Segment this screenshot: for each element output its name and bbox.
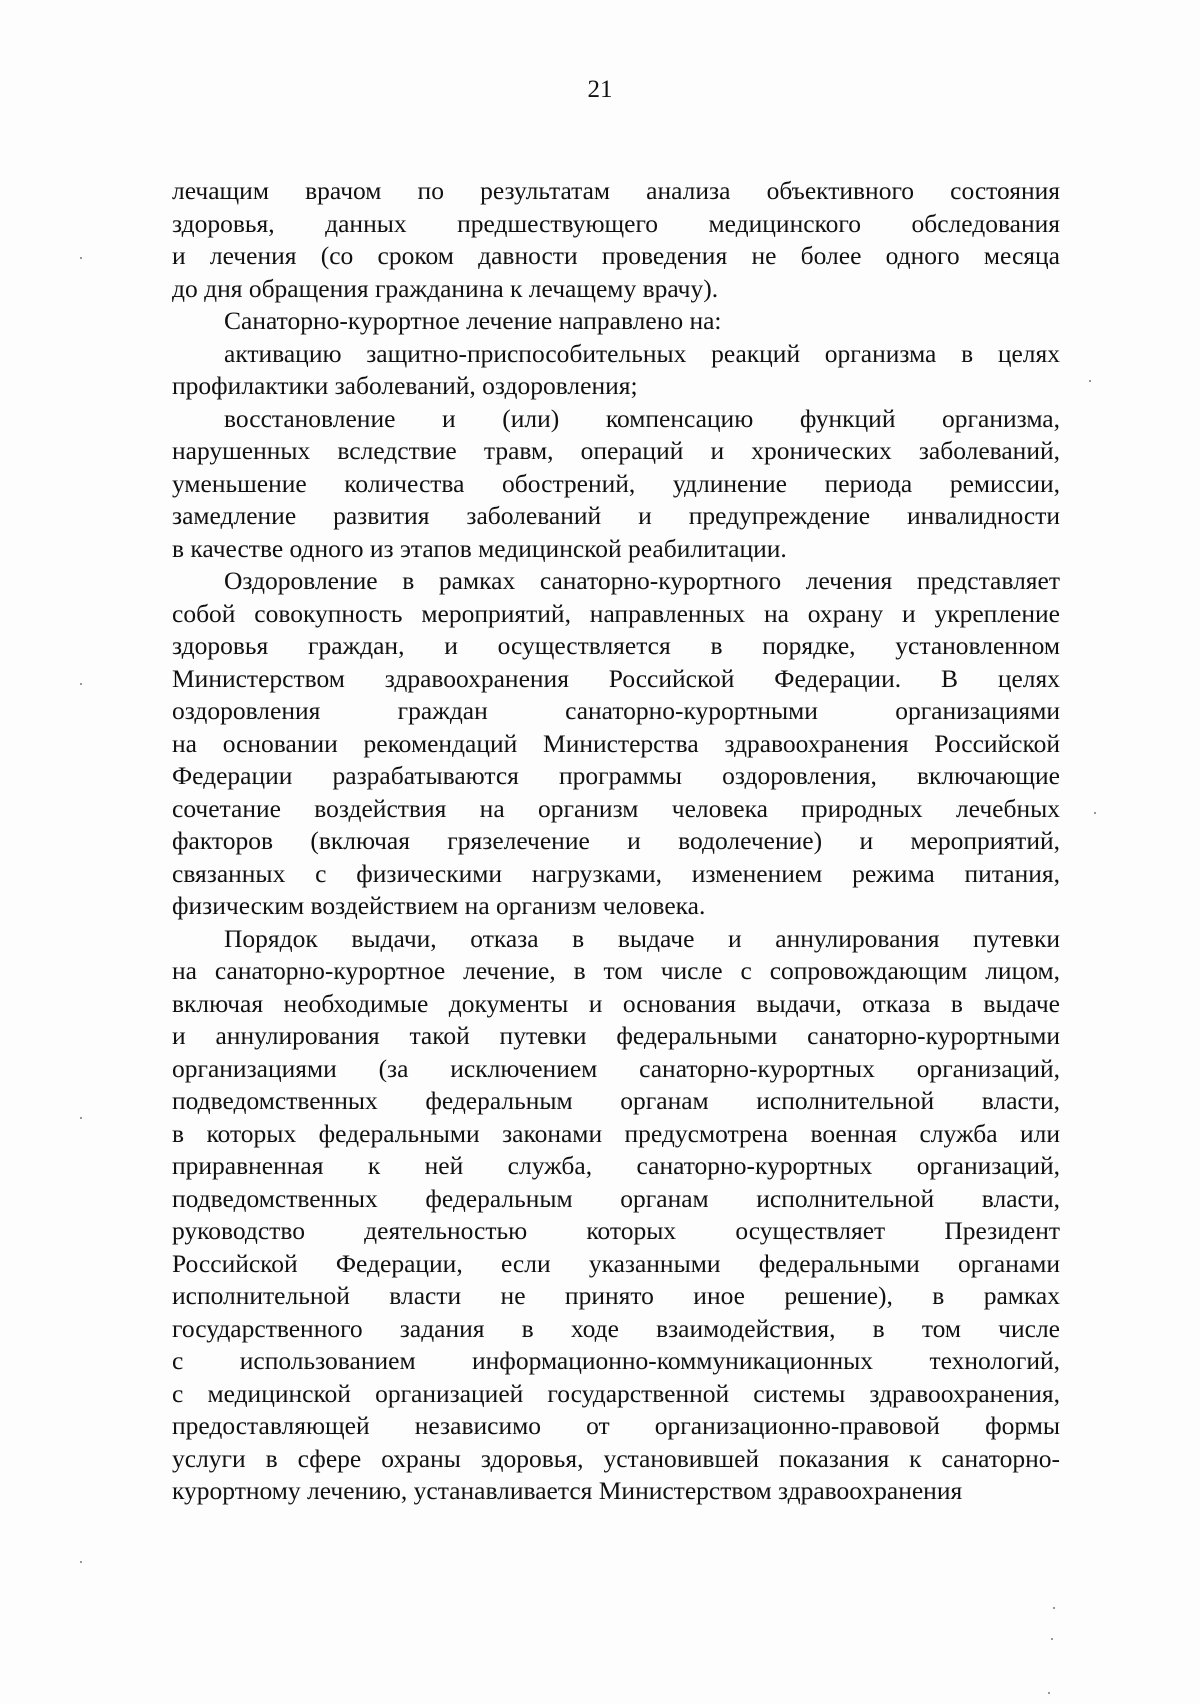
text-line: оздоровления граждан санаторно-курортными организациями <box>172 696 1060 725</box>
text-line: нарушенных вследствие травм, операций и хронических заболеваний, <box>172 436 1060 465</box>
scan-speck <box>1094 812 1096 814</box>
paragraph <box>172 305 1060 338</box>
text-line: предоставляющей независимо от организационно-правовой формы <box>172 1411 1060 1440</box>
text-line: собой совокупность мероприятий, направленных на охрану и укрепление <box>172 598 1060 628</box>
document-body <box>172 175 1060 1508</box>
text-line: на санаторно-курортное лечение, в том числе с сопровождающим лицом, <box>172 956 1060 985</box>
text-line: и лечения (со сроком давности проведения не более одного месяца <box>172 241 1060 270</box>
text-line: восстановление и (или) компенсацию функций организма, <box>224 403 1060 433</box>
text-line: здоровья граждан, и осуществляется в порядке, установленном <box>172 631 1060 660</box>
text-line: связанных с физическими нагрузками, изменением режима питания, <box>172 858 1060 888</box>
text-line: подведомственных федеральным органам исполнительной власти, <box>172 1086 1060 1115</box>
text-line: с медицинской организацией государственной системы здравоохранения, <box>172 1378 1060 1408</box>
text-line: в которых федеральными законами предусмотрена военная служба или <box>172 1118 1060 1148</box>
text-line: руководство деятельностью которых осуществляет Президент <box>172 1216 1060 1245</box>
text-line: услуги в сфере охраны здоровья, установившей показания к санаторно- <box>172 1443 1060 1473</box>
text-line: лечащим врачом по результатам анализа объективного состояния <box>172 176 1060 205</box>
paragraph <box>172 175 1060 305</box>
text-line: Санаторно-курортное лечение направлено на: <box>224 306 722 335</box>
text-line: факторов (включая грязелечение и водолечение) и мероприятий, <box>172 826 1060 855</box>
text-line: Порядок выдачи, отказа в выдаче и аннулирования путевки <box>224 923 1060 953</box>
scan-speck <box>80 1561 82 1563</box>
text-line: физическим воздействием на организм человека. <box>172 891 706 920</box>
paragraph <box>172 403 1060 566</box>
paragraph <box>172 338 1060 403</box>
scan-speck <box>80 257 82 259</box>
text-line: исполнительной власти не принято иное решение), в рамках <box>172 1281 1060 1310</box>
text-line: государственного задания в ходе взаимодействия, в том числе <box>172 1313 1060 1343</box>
paragraph <box>172 923 1060 1508</box>
scan-speck <box>1053 1607 1055 1609</box>
text-line: включая необходимые документы и основания выдачи, отказа в выдаче <box>172 988 1060 1018</box>
text-line: уменьшение количества обострений, удлинение периода ремиссии, <box>172 468 1060 498</box>
text-line: курортному лечению, устанавливается Министерством здравоохранения <box>172 1476 963 1505</box>
text-line: Министерством здравоохранения Российской Федерации. В целях <box>172 663 1060 693</box>
text-line: в качестве одного из этапов медицинской реабилитации. <box>172 533 787 563</box>
text-line: Российской Федерации, если указанными федеральными органами <box>172 1248 1060 1278</box>
text-line: и аннулирования такой путевки федеральными санаторно-курортными <box>172 1021 1060 1050</box>
text-line: организациями (за исключением санаторно-курортных организаций, <box>172 1053 1060 1083</box>
scan-speck <box>80 1117 82 1119</box>
text-line: здоровья, данных предшествующего медицинского обследования <box>172 208 1060 238</box>
text-line: активацию защитно-приспособительных реакций организма в целях <box>224 338 1060 368</box>
text-line: подведомственных федеральным органам исполнительной власти, <box>172 1183 1060 1213</box>
text-line: до дня обращения гражданина к лечащему врачу). <box>172 273 719 303</box>
text-line: замедление развития заболеваний и предупреждение инвалидности <box>172 501 1060 530</box>
scan-speck <box>1051 1638 1053 1640</box>
text-line: Федерации разрабатываются программы оздоровления, включающие <box>172 761 1060 790</box>
text-line: сочетание воздействия на организм человека природных лечебных <box>172 793 1060 823</box>
text-line: приравненная к ней служба, санаторно-курортных организаций, <box>172 1151 1060 1180</box>
page-number: 21 <box>587 76 613 103</box>
text-line: на основании рекомендаций Министерства здравоохранения Российской <box>172 728 1060 758</box>
scan-speck <box>1089 380 1091 382</box>
paragraph <box>172 565 1060 923</box>
scan-speck <box>80 683 82 685</box>
text-line: Оздоровление в рамках санаторно-курортного лечения представляет <box>224 566 1060 595</box>
scan-speck <box>1048 1692 1050 1694</box>
text-line: с использованием информационно-коммуникационных технологий, <box>172 1346 1060 1375</box>
text-line: профилактики заболеваний, оздоровления; <box>172 371 638 400</box>
